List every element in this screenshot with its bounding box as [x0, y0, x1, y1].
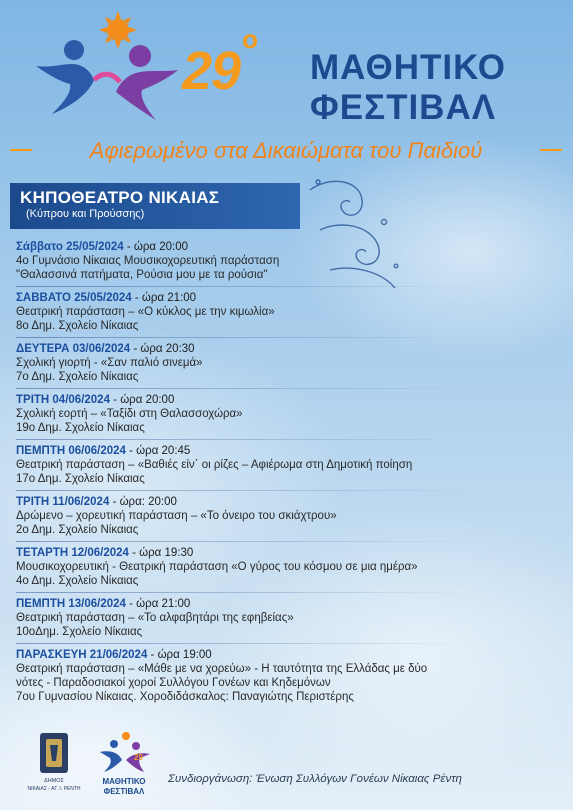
event-date: ΠΕΜΠΤΗ 13/06/2024 [16, 598, 126, 610]
municipality-logo-icon [26, 727, 82, 799]
event-separator [16, 337, 476, 338]
event-description: 10οΔημ. Σχολείο Νίκαιας [16, 626, 143, 638]
event-description: Θεατρική παράσταση – «Το αλφαβητάρι της εφηβείας» [16, 612, 294, 624]
event-time: - ώρα 20:00 [123, 241, 189, 253]
organizer-credit: Συνδιοργάνωση: Ένωση Συλλόγων Γονέων Νίκαιας Ρέντη [168, 773, 462, 785]
mini-festival-title2: ΦΕΣΤΙΒΑΛ [103, 787, 145, 796]
event-heading [16, 648, 556, 662]
event-item [16, 546, 556, 588]
event-heading [16, 393, 556, 407]
event-item [16, 240, 556, 282]
event-description: Σχολική εορτή – «Ταξίδι στη Θαλασσοχώρα» [16, 408, 243, 420]
event-heading [16, 546, 556, 560]
event-description: "Θαλασσινά πατήματα, Ρούσια μου με τα ρούσια" [16, 269, 268, 281]
event-separator [16, 490, 476, 491]
event-description: Μουσικοχορευτική - Θεατρική παράσταση «Ο γύρος του κόσμου σε μια ημέρα» [16, 561, 418, 573]
mini-festival-logo-icon [94, 728, 154, 800]
event-date: ΣΑΒΒΑΤΟ 25/05/2024 [16, 292, 132, 304]
event-description: 17ο Δημ. Σχολείο Νίκαιας [16, 473, 145, 485]
event-separator [16, 439, 476, 440]
event-separator [16, 286, 476, 287]
festival-title [310, 48, 560, 128]
festival-title-line1: ΜΑΘΗΤΙΚΟ [310, 48, 506, 87]
event-separator [16, 388, 476, 389]
event-description: 7ο Δημ. Σχολείο Νίκαιας [16, 371, 139, 383]
event-description: Θεατρική παράσταση – «Μάθε με να χορεύω» - Η ταυτότητα της Ελλάδας με δύο [16, 663, 428, 675]
festival-title-line2: ΦΕΣΤΙΒΑΛ [310, 88, 497, 127]
event-heading [16, 342, 556, 356]
event-description: Θεατρική παράσταση – «Ο κύκλος με την κιμωλία» [16, 306, 275, 318]
venue-banner [10, 183, 300, 229]
event-time: - ώρα 21:00 [125, 598, 191, 610]
event-time: - ώρα 20:45 [125, 445, 191, 457]
event-description: Σχολική γιορτή - «Σαν παλιό σινεμά» [16, 357, 203, 369]
event-heading [16, 291, 556, 305]
event-date: ΤΡΙΤΗ 11/06/2024 [16, 496, 110, 508]
event-date: ΤΡΙΤΗ 04/06/2024 [16, 394, 110, 406]
venue-name: ΚΗΠΟΘΕΑΤΡΟ ΝΙΚΑΙΑΣ [20, 188, 220, 207]
municipality-label: ΔΗΜΟΣ [44, 778, 64, 784]
event-description: 7ου Γυμνασίου Νίκαιας. Χοροδιδάσκαλος: Παναγιώτης Περιστέρης [16, 691, 354, 703]
mini-festival-title1: ΜΑΘΗΤΙΚΟ [102, 777, 146, 786]
festival-logo-icon [28, 10, 186, 128]
event-time: - ώρα 20:00 [109, 394, 175, 406]
event-time: - ώρα 21:00 [131, 292, 197, 304]
event-date: Σάββατο 25/05/2024 [16, 241, 124, 253]
event-time: - ώρα 19:30 [128, 547, 194, 559]
event-heading [16, 495, 556, 509]
event-separator [16, 592, 476, 593]
event-description: 4ο Γυμνάσιο Νίκαιας Μουσικοχορευτική παράσταση [16, 255, 280, 267]
event-item [16, 444, 556, 486]
event-description: νότες - Παραδοσιακοί χοροί Συλλόγου Γονέων και Κηδεμόνων [16, 677, 331, 689]
event-item [16, 291, 556, 333]
event-time: - ώρα 19:00 [147, 649, 212, 661]
event-date: ΤΕΤΑΡΤΗ 12/06/2024 [16, 547, 129, 559]
event-item [16, 495, 556, 537]
municipality-name: ΝΙΚΑΙΑΣ - ΑΓ. Ι. ΡΕΝΤΗ [27, 786, 81, 792]
event-description: 19ο Δημ. Σχολείο Νίκαιας [16, 422, 145, 434]
event-date: ΔΕΥΤΕΡΑ 03/06/2024 [16, 343, 131, 355]
event-heading [16, 444, 556, 458]
venue-address: (Κύπρου και Προύσσης) [26, 208, 145, 220]
event-heading [16, 597, 556, 611]
event-time: - ώρα: 20:00 [109, 496, 177, 508]
festival-subtitle: Αφιερωμένο στα Δικαιώματα του Παιδιού [89, 138, 483, 163]
event-heading [16, 240, 556, 254]
event-description: 4ο Δημ. Σχολείο Νίκαιας [16, 575, 139, 587]
event-description: 2ο Δημ. Σχολείο Νίκαιας [16, 524, 139, 536]
event-description: 8ο Δημ. Σχολείο Νίκαιας [16, 320, 139, 332]
mini-festival-number: 29 [134, 753, 143, 762]
event-description: Δρώμενο – χορευτική παράσταση – «Το όνειρο του σκιάχτρου» [16, 510, 337, 522]
event-item [16, 597, 556, 639]
event-time: - ώρα 20:30 [130, 343, 195, 355]
event-separator [16, 643, 476, 644]
event-list [16, 240, 556, 708]
event-date: ΠΑΡΑΣΚΕΥΗ 21/06/2024 [16, 649, 148, 661]
event-date: ΠΕΜΠΤΗ 06/06/2024 [16, 445, 126, 457]
event-separator [16, 541, 476, 542]
event-item [16, 393, 556, 435]
event-item [16, 342, 556, 384]
festival-number: $29^o$ [182, 24, 257, 101]
event-description: Θεατρική παράσταση – «Βαθιές είν΄ οι ρίζες – Αφιέρωμα στη Δημοτική ποίηση [16, 459, 413, 471]
event-item [16, 648, 556, 704]
